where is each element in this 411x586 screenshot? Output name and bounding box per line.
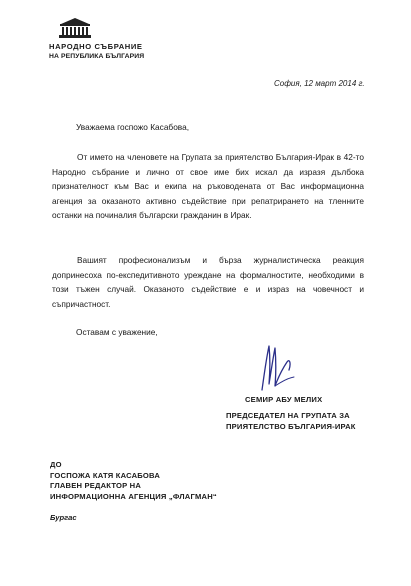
- addressee-block: [50, 460, 217, 502]
- handwritten-signature: [248, 342, 318, 392]
- closing-phrase: Оставам с уважение,: [76, 327, 158, 337]
- salutation: Уважаема госпожо Касабова,: [76, 122, 190, 132]
- addressee-line3: ГЛАВЕН РЕДАКТОР НА: [50, 481, 142, 490]
- addressee-line4: ИНФОРМАЦИОННА АГЕНЦИЯ „ФЛАГМАН“: [50, 491, 217, 501]
- signer-title-line2: ПРИЯТЕЛСТВО БЪЛГАРИЯ-ИРАК: [226, 421, 356, 431]
- addressee-line2: ГОСПОЖА КАТЯ КАСАБОВА: [50, 470, 161, 480]
- body-paragraph-1: [52, 150, 364, 223]
- org-name-line1: НАРОДНО СЪБРАНИЕ: [49, 42, 143, 51]
- signer-title: [226, 411, 356, 432]
- signer-name: СЕМИР АБУ МЕЛИХ: [245, 395, 323, 404]
- parliament-building-icon: [58, 17, 92, 39]
- signer-title-line1: ПРЕДСЕДАТЕЛ НА ГРУПАТА ЗА: [226, 411, 350, 420]
- body-paragraph-2: [52, 253, 364, 311]
- organization-name: [49, 42, 144, 61]
- body-paragraph-1-text: От името на членовете на Групата за приятелство България-Ирак в 42-то Народно събрание и лично от свое име бих искал да изразя дълбока признателност към Вас и екипа на ръководената от Вас информационна агенция за оказаното активно съдействие при репатрирането на тленните останки на починалия български гражданин в Ирак.: [52, 152, 364, 221]
- addressee-city: Бургас: [50, 513, 77, 522]
- org-name-line2: НА РЕПУБЛИКА БЪЛГАРИЯ: [49, 52, 145, 60]
- body-paragraph-2-text: Вашият професионализъм и бърза журналистическа реакция допринесоха по-експедитивното уреждане на формалностите, необходими в този тъжен случай. Оказаното съдействие е и израз на човечност и съпричастност.: [52, 255, 364, 309]
- letter-date: София, 12 март 2014 г.: [274, 79, 365, 88]
- addressee-line1: ДО: [50, 460, 62, 469]
